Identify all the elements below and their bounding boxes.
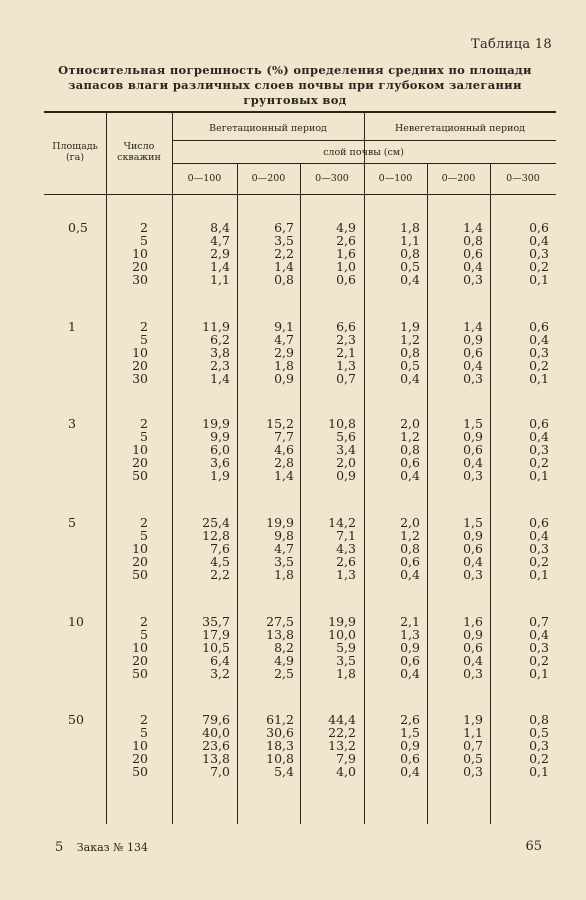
- error-value: 1,1: [210, 271, 230, 287]
- printer-footer: [55, 840, 148, 855]
- error-value: 0,8: [529, 712, 549, 727]
- error-value: 0,3: [463, 467, 483, 483]
- col-divider: [106, 112, 107, 824]
- wells-value: 10: [132, 441, 148, 457]
- error-value: 6,6: [336, 319, 356, 334]
- error-value: 0,4: [529, 527, 549, 543]
- error-value: 6,4: [210, 652, 230, 668]
- error-value: 1,4: [463, 220, 483, 235]
- wells-value: 50: [132, 566, 148, 582]
- error-value: 0,4: [400, 566, 420, 582]
- error-value: 2,2: [274, 245, 294, 261]
- error-value: 0,4: [463, 357, 483, 373]
- error-value: 1,4: [274, 467, 294, 483]
- header-vegetation: Вегетационный период: [209, 123, 327, 134]
- header-layer: 0—200: [441, 173, 476, 184]
- wells-value: 10: [132, 245, 148, 261]
- error-value: 1,5: [463, 515, 483, 530]
- wells-value: 30: [132, 370, 148, 386]
- header-layer: 0—100: [378, 173, 413, 184]
- error-value: 7,1: [336, 527, 356, 543]
- error-value: 0,3: [529, 540, 549, 556]
- error-value: 0,8: [400, 441, 420, 457]
- error-value: 0,9: [463, 331, 483, 347]
- error-value: 0,1: [529, 370, 549, 386]
- error-value: 1,8: [336, 665, 356, 681]
- error-value: 17,9: [202, 626, 230, 642]
- error-value: 0,4: [529, 626, 549, 642]
- error-value: 0,4: [400, 370, 420, 386]
- error-value: 0,6: [463, 245, 483, 261]
- error-value: 30,6: [266, 724, 294, 740]
- error-value: 0,2: [529, 258, 549, 274]
- error-value: 13,8: [202, 750, 230, 766]
- signature-mark: 5: [55, 840, 64, 855]
- error-value: 0,4: [400, 665, 420, 681]
- error-value: 1,8: [274, 357, 294, 373]
- error-value: 7,6: [210, 540, 230, 556]
- error-value: 0,4: [400, 271, 420, 287]
- error-value: 1,6: [463, 614, 483, 629]
- error-value: 0,2: [529, 750, 549, 766]
- error-value: 1,9: [463, 712, 483, 727]
- error-value: 2,3: [210, 357, 230, 373]
- error-value: 61,2: [266, 712, 294, 727]
- wells-value: 5: [140, 626, 148, 642]
- error-value: 10,8: [328, 416, 356, 431]
- error-value: 0,4: [463, 454, 483, 470]
- error-value: 1,3: [336, 357, 356, 373]
- wells-value: 50: [132, 763, 148, 779]
- error-value: 19,9: [328, 614, 356, 629]
- error-value: 0,1: [529, 763, 549, 779]
- error-value: 2,6: [336, 232, 356, 248]
- error-value: 0,3: [463, 566, 483, 582]
- error-value: 9,1: [274, 319, 294, 334]
- error-value: 9,9: [210, 428, 230, 444]
- error-value: 3,8: [210, 344, 230, 360]
- wells-value: 20: [132, 652, 148, 668]
- error-value: 0,1: [529, 665, 549, 681]
- error-value: 2,3: [336, 331, 356, 347]
- error-value: 79,6: [202, 712, 230, 727]
- error-value: 1,1: [400, 232, 420, 248]
- wells-value: 20: [132, 750, 148, 766]
- error-value: 1,0: [336, 258, 356, 274]
- error-value: 0,3: [529, 639, 549, 655]
- error-value: 1,6: [336, 245, 356, 261]
- error-value: 0,6: [529, 416, 549, 431]
- error-value: 0,9: [400, 639, 420, 655]
- error-value: 3,5: [274, 553, 294, 569]
- error-value: 7,7: [274, 428, 294, 444]
- error-value: 1,4: [210, 370, 230, 386]
- error-value: 0,3: [463, 665, 483, 681]
- error-value: 6,0: [210, 441, 230, 457]
- error-value: 44,4: [328, 712, 356, 727]
- error-value: 10,8: [266, 750, 294, 766]
- wells-value: 2: [140, 319, 148, 334]
- error-value: 1,5: [463, 416, 483, 431]
- col-divider: [237, 164, 238, 824]
- wells-value: 20: [132, 357, 148, 373]
- error-value: 4,9: [336, 220, 356, 235]
- wells-value: 2: [140, 712, 148, 727]
- error-value: 35,7: [202, 614, 230, 629]
- error-value: 13,2: [328, 737, 356, 753]
- error-value: 0,5: [529, 724, 549, 740]
- error-value: 1,4: [463, 319, 483, 334]
- error-value: 0,4: [463, 553, 483, 569]
- error-value: 14,2: [328, 515, 356, 530]
- error-value: 0,3: [463, 370, 483, 386]
- wells-value: 30: [132, 271, 148, 287]
- wells-value: 20: [132, 454, 148, 470]
- error-value: 2,2: [210, 566, 230, 582]
- error-value: 0,6: [463, 639, 483, 655]
- order-number: Заказ № 134: [76, 841, 149, 854]
- area-value: 1: [68, 319, 76, 334]
- error-value: 0,8: [463, 232, 483, 248]
- error-value: 0,6: [463, 441, 483, 457]
- error-value: 1,8: [400, 220, 420, 235]
- col-divider: [300, 164, 301, 824]
- wells-value: 5: [140, 331, 148, 347]
- wells-value: 5: [140, 428, 148, 444]
- header-layer: 0—100: [187, 173, 222, 184]
- error-value: 3,5: [336, 652, 356, 668]
- wells-value: 20: [132, 258, 148, 274]
- error-value: 1,4: [274, 258, 294, 274]
- header-soil-layer: слой почвы (см): [323, 147, 404, 158]
- error-value: 1,3: [400, 626, 420, 642]
- error-value: 11,9: [202, 319, 230, 334]
- area-value: 3: [68, 416, 76, 431]
- error-value: 3,4: [336, 441, 356, 457]
- error-value: 0,4: [529, 232, 549, 248]
- error-value: 40,0: [202, 724, 230, 740]
- error-value: 0,7: [529, 614, 549, 629]
- error-value: 2,9: [210, 245, 230, 261]
- error-value: 0,2: [529, 454, 549, 470]
- header-layer: 0—200: [251, 173, 286, 184]
- page-number: 65: [525, 839, 542, 854]
- error-value: 7,9: [336, 750, 356, 766]
- error-value: 3,5: [274, 232, 294, 248]
- error-value: 0,6: [400, 652, 420, 668]
- error-value: 3,2: [210, 665, 230, 681]
- error-value: 0,8: [400, 540, 420, 556]
- error-value: 0,4: [400, 763, 420, 779]
- error-value: 0,6: [529, 515, 549, 530]
- error-value: 8,4: [210, 220, 230, 235]
- error-value: 2,6: [400, 712, 420, 727]
- error-value: 0,9: [274, 370, 294, 386]
- wells-value: 5: [140, 724, 148, 740]
- error-value: 0,6: [463, 344, 483, 360]
- header-layer: 0—300: [506, 173, 540, 184]
- wells-value: 2: [140, 515, 148, 530]
- error-value: 0,3: [529, 344, 549, 360]
- error-value: 2,8: [274, 454, 294, 470]
- error-value: 2,5: [274, 665, 294, 681]
- error-value: 4,5: [210, 553, 230, 569]
- wells-value: 5: [140, 527, 148, 543]
- error-value: 0,4: [529, 428, 549, 444]
- error-value: 0,6: [400, 553, 420, 569]
- error-value: 4,9: [274, 652, 294, 668]
- wells-value: 10: [132, 344, 148, 360]
- wells-value: 50: [132, 665, 148, 681]
- error-value: 18,3: [266, 737, 294, 753]
- error-value: 1,2: [400, 331, 420, 347]
- error-value: 0,9: [400, 737, 420, 753]
- error-value: 0,1: [529, 566, 549, 582]
- wells-value: 20: [132, 553, 148, 569]
- error-value: 0,9: [336, 467, 356, 483]
- table-number: Таблица 18: [471, 37, 552, 52]
- error-value: 0,5: [400, 258, 420, 274]
- error-value: 0,4: [463, 258, 483, 274]
- error-value: 0,2: [529, 652, 549, 668]
- error-value: 8,2: [274, 639, 294, 655]
- error-value: 0,6: [529, 319, 549, 334]
- table-caption: Относительная погрешность (%) определения средних по площади запасов влаги различных слоев почвы при глубоком залегании грунтовых вод: [58, 63, 532, 107]
- error-value: 2,1: [400, 614, 420, 629]
- error-value: 1,5: [400, 724, 420, 740]
- error-value: 1,2: [400, 428, 420, 444]
- error-value: 0,7: [336, 370, 356, 386]
- error-value: 4,0: [336, 763, 356, 779]
- error-value: 0,6: [336, 271, 356, 287]
- col-divider: [427, 164, 428, 824]
- error-value: 2,0: [400, 515, 420, 530]
- error-value: 1,2: [400, 527, 420, 543]
- error-value: 0,2: [529, 357, 549, 373]
- error-value: 0,4: [529, 331, 549, 347]
- error-value: 0,9: [463, 626, 483, 642]
- error-value: 10,5: [202, 639, 230, 655]
- error-value: 0,4: [400, 467, 420, 483]
- error-value: 0,8: [274, 271, 294, 287]
- error-value: 5,4: [274, 763, 294, 779]
- error-value: 10,0: [328, 626, 356, 642]
- error-value: 1,1: [463, 724, 483, 740]
- error-value: 0,6: [400, 750, 420, 766]
- error-value: 4,7: [274, 331, 294, 347]
- error-value: 2,9: [274, 344, 294, 360]
- error-value: 0,3: [463, 271, 483, 287]
- error-value: 0,3: [529, 737, 549, 753]
- error-value: 4,6: [274, 441, 294, 457]
- error-value: 9,8: [274, 527, 294, 543]
- wells-value: 2: [140, 220, 148, 235]
- error-value: 1,9: [210, 467, 230, 483]
- error-value: 0,1: [529, 467, 549, 483]
- col-divider: [364, 112, 365, 824]
- wells-value: 2: [140, 614, 148, 629]
- error-value: 3,6: [210, 454, 230, 470]
- col-divider: [172, 112, 173, 824]
- error-value: 0,5: [400, 357, 420, 373]
- area-value: 50: [68, 712, 84, 727]
- error-value: 0,6: [400, 454, 420, 470]
- error-value: 0,5: [463, 750, 483, 766]
- error-value: 2,1: [336, 344, 356, 360]
- table-top-rule: [44, 111, 556, 113]
- error-value: 4,7: [210, 232, 230, 248]
- error-value: 0,2: [529, 553, 549, 569]
- error-value: 2,0: [336, 454, 356, 470]
- error-value: 0,3: [529, 245, 549, 261]
- error-value: 13,8: [266, 626, 294, 642]
- error-value: 1,4: [210, 258, 230, 274]
- error-value: 25,4: [202, 515, 230, 530]
- error-value: 22,2: [328, 724, 356, 740]
- area-value: 5: [68, 515, 76, 530]
- error-value: 15,2: [266, 416, 294, 431]
- error-value: 0,8: [400, 245, 420, 261]
- error-value: 2,0: [400, 416, 420, 431]
- wells-value: 10: [132, 737, 148, 753]
- error-value: 0,9: [463, 527, 483, 543]
- error-value: 7,0: [210, 763, 230, 779]
- header-layer: 0—300: [315, 173, 349, 184]
- error-value: 23,6: [202, 737, 230, 753]
- wells-value: 10: [132, 540, 148, 556]
- error-value: 4,7: [274, 540, 294, 556]
- error-value: 0,6: [463, 540, 483, 556]
- error-value: 1,8: [274, 566, 294, 582]
- error-value: 4,3: [336, 540, 356, 556]
- error-value: 0,6: [529, 220, 549, 235]
- wells-value: 5: [140, 232, 148, 248]
- error-value: 0,3: [463, 763, 483, 779]
- header-wells: Число скважин: [117, 141, 161, 163]
- error-value: 0,8: [400, 344, 420, 360]
- error-value: 19,9: [266, 515, 294, 530]
- error-value: 0,1: [529, 271, 549, 287]
- wells-value: 2: [140, 416, 148, 431]
- header-nonvegetation: Невегетационный период: [394, 123, 526, 134]
- error-value: 0,3: [529, 441, 549, 457]
- error-value: 19,9: [202, 416, 230, 431]
- error-value: 27,5: [266, 614, 294, 629]
- col-divider: [490, 164, 491, 824]
- wells-value: 50: [132, 467, 148, 483]
- error-value: 1,3: [336, 566, 356, 582]
- area-value: 10: [68, 614, 84, 629]
- error-value: 0,9: [463, 428, 483, 444]
- wells-value: 10: [132, 639, 148, 655]
- error-value: 6,7: [274, 220, 294, 235]
- error-value: 6,2: [210, 331, 230, 347]
- header-area: Площадь (га): [52, 141, 98, 163]
- error-value: 0,4: [463, 652, 483, 668]
- error-value: 1,9: [400, 319, 420, 334]
- error-value: 2,6: [336, 553, 356, 569]
- error-value: 5,6: [336, 428, 356, 444]
- error-value: 12,8: [202, 527, 230, 543]
- area-value: 0,5: [68, 220, 88, 235]
- error-value: 5,9: [336, 639, 356, 655]
- error-value: 0,7: [463, 737, 483, 753]
